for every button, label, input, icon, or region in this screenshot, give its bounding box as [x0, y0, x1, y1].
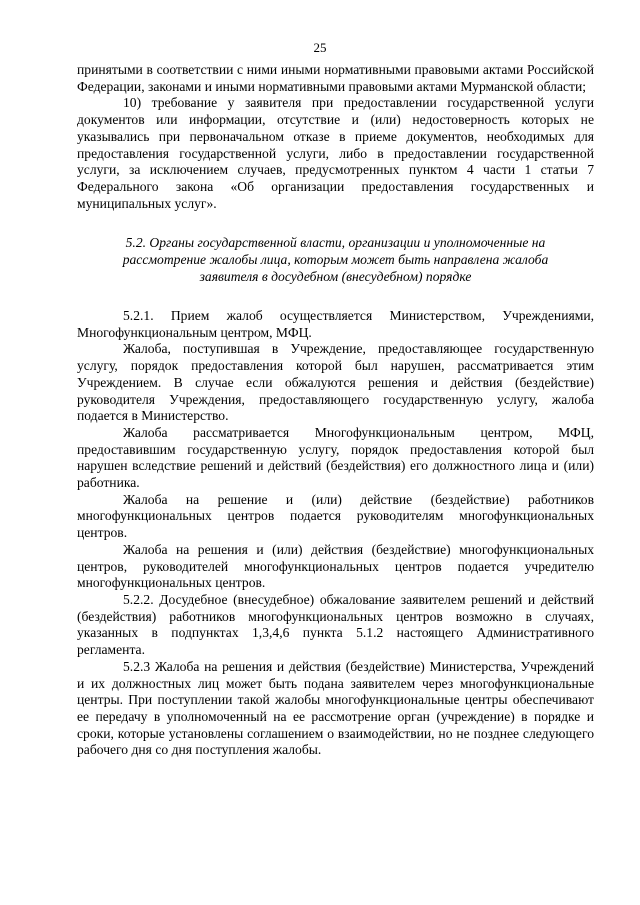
paragraph-5-2-1: 5.2.1. Прием жалоб осуществляется Министерством, Учреждениями, Многофункциональным центром, МФЦ. [77, 308, 594, 340]
paragraph-item-10: 10) требование у заявителя при предоставлении государственной услуги документов или информации, отсутствие и (или) недостоверность которых не указывались при первоначальном отказе в приеме документов, необходимых для предоставления государственной услуги, либо в предоставлении государственной услуги, за исключением случаев, предусмотренных пунктом 4 части 1 статьи 7 Федерального закона «Об организации предоставления государственных и муниципальных услуг». [77, 95, 594, 211]
section-heading-line: рассмотрение жалобы лица, которым может быть направлена жалоба [122, 252, 549, 268]
paragraph: Жалоба рассматривается Многофункциональным центром, МФЦ, предоставившим государственную услугу, порядок предоставления которой был нарушен вследствие решений и действий (бездействия) его должностного лица и (или) работника. [77, 424, 594, 491]
document-body [77, 62, 594, 759]
section-heading-line: заявителя в досудебном (внесудебном) порядке [199, 269, 472, 285]
paragraph: Жалоба, поступившая в Учреждение, предоставляющее государственную услугу, порядок предоставления которой был нарушен, рассматривается этим Учреждением. В случае если обжалуются решения и действия (бездействие) руководителя Учреждения, предоставляющего государственную услугу, жалоба подается в Министерство. [77, 341, 594, 424]
paragraph-continuation: принятыми в соответствии с ними иными нормативными правовыми актами Российской Федерации, законами и иными нормативными правовыми актами Мурманской области; [77, 62, 594, 94]
paragraph-5-2-3: 5.2.3 Жалоба на решения и действия (бездействие) Министерства, Учреждений и их должностных лиц может быть подана заявителем через многофункциональные центры. При поступлении такой жалобы многофункциональные центры обеспечивают ее передачу в уполномоченный на ее рассмотрение орган (учреждение) в порядке и сроки, которые установлены соглашением о взаимодействии, но не позднее следующего рабочего дня со дня поступления жалобы. [77, 658, 594, 758]
section-heading-5-2 [77, 235, 594, 286]
paragraph: Жалоба на решение и (или) действие (бездействие) работников многофункциональных центров подается руководителям многофункциональных центров. [77, 491, 594, 541]
section-heading-line: 5.2. Органы государственной власти, организации и уполномоченные на [125, 235, 546, 251]
paragraph: Жалоба на решения и (или) действия (бездействие) многофункциональных центров, руководителей многофункциональных центров подается учредителю многофункциональных центров. [77, 541, 594, 591]
page-number: 25 [313, 40, 327, 55]
paragraph-5-2-2: 5.2.2. Досудебное (внесудебное) обжалование заявителем решений и действий (бездействия) работников многофункциональных центров возможно в случаях, указанных в подпунктах 1,3,4,6 пункта 5.1.2 настоящего Административного регламента. [77, 592, 594, 658]
